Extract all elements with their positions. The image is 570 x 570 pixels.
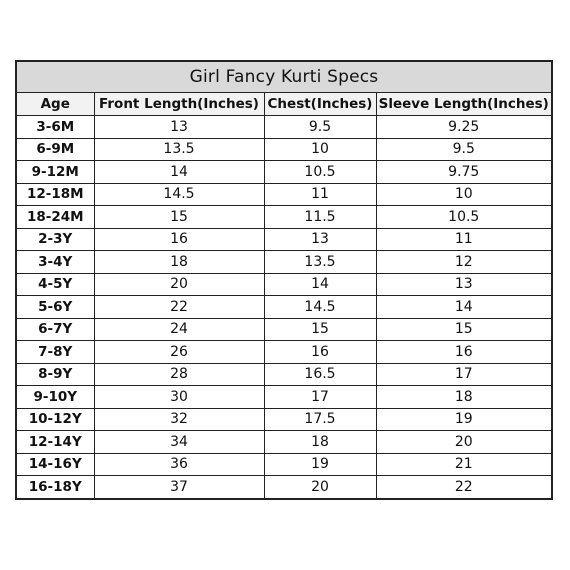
front-length-cell: 24	[94, 318, 264, 341]
sleeve-length-cell: 10	[376, 183, 552, 206]
column-header-sleeve-length: Sleeve Length(Inches)	[376, 93, 552, 116]
column-header-front-length: Front Length(Inches)	[94, 93, 264, 116]
sleeve-length-cell: 9.25	[376, 116, 552, 139]
table-row	[16, 161, 552, 184]
chest-cell: 17.5	[264, 408, 376, 431]
chest-cell: 20	[264, 476, 376, 499]
age-cell: 2-3Y	[16, 228, 94, 251]
chest-cell: 11	[264, 183, 376, 206]
age-cell: 3-4Y	[16, 251, 94, 274]
front-length-cell: 28	[94, 363, 264, 386]
chest-cell: 11.5	[264, 206, 376, 229]
sleeve-length-cell: 9.5	[376, 138, 552, 161]
table-row	[16, 386, 552, 409]
age-cell: 18-24M	[16, 206, 94, 229]
table-row	[16, 341, 552, 364]
chest-cell: 15	[264, 318, 376, 341]
front-length-cell: 13	[94, 116, 264, 139]
front-length-cell: 20	[94, 273, 264, 296]
chest-cell: 13	[264, 228, 376, 251]
chest-cell: 19	[264, 453, 376, 476]
sleeve-length-cell: 9.75	[376, 161, 552, 184]
front-length-cell: 14.5	[94, 183, 264, 206]
sleeve-length-cell: 10.5	[376, 206, 552, 229]
sleeve-length-cell: 14	[376, 296, 552, 319]
table-title: Girl Fancy Kurti Specs	[16, 61, 552, 93]
front-length-cell: 30	[94, 386, 264, 409]
table-row	[16, 363, 552, 386]
chest-cell: 17	[264, 386, 376, 409]
front-length-cell: 26	[94, 341, 264, 364]
chest-cell: 14	[264, 273, 376, 296]
table-row	[16, 453, 552, 476]
age-cell: 10-12Y	[16, 408, 94, 431]
front-length-cell: 15	[94, 206, 264, 229]
size-spec-table	[15, 60, 553, 500]
table-row	[16, 206, 552, 229]
front-length-cell: 36	[94, 453, 264, 476]
table-row	[16, 116, 552, 139]
age-cell: 5-6Y	[16, 296, 94, 319]
table-row	[16, 251, 552, 274]
sleeve-length-cell: 18	[376, 386, 552, 409]
header-row	[16, 93, 552, 116]
table-row	[16, 183, 552, 206]
age-cell: 6-7Y	[16, 318, 94, 341]
age-cell: 3-6M	[16, 116, 94, 139]
front-length-cell: 18	[94, 251, 264, 274]
table-row	[16, 228, 552, 251]
sleeve-length-cell: 20	[376, 431, 552, 454]
table-row	[16, 296, 552, 319]
front-length-cell: 13.5	[94, 138, 264, 161]
sleeve-length-cell: 12	[376, 251, 552, 274]
front-length-cell: 37	[94, 476, 264, 499]
chest-cell: 14.5	[264, 296, 376, 319]
table-row	[16, 476, 552, 499]
age-cell: 12-18M	[16, 183, 94, 206]
chest-cell: 10	[264, 138, 376, 161]
age-cell: 12-14Y	[16, 431, 94, 454]
chest-cell: 10.5	[264, 161, 376, 184]
age-cell: 8-9Y	[16, 363, 94, 386]
sleeve-length-cell: 13	[376, 273, 552, 296]
sleeve-length-cell: 15	[376, 318, 552, 341]
front-length-cell: 16	[94, 228, 264, 251]
sleeve-length-cell: 16	[376, 341, 552, 364]
age-cell: 9-10Y	[16, 386, 94, 409]
table-row	[16, 431, 552, 454]
chest-cell: 16.5	[264, 363, 376, 386]
column-header-chest: Chest(Inches)	[264, 93, 376, 116]
sleeve-length-cell: 11	[376, 228, 552, 251]
age-cell: 9-12M	[16, 161, 94, 184]
sleeve-length-cell: 22	[376, 476, 552, 499]
chest-cell: 13.5	[264, 251, 376, 274]
sleeve-length-cell: 21	[376, 453, 552, 476]
table-body	[16, 116, 552, 499]
sleeve-length-cell: 17	[376, 363, 552, 386]
front-length-cell: 22	[94, 296, 264, 319]
chest-cell: 16	[264, 341, 376, 364]
age-cell: 6-9M	[16, 138, 94, 161]
table-row	[16, 273, 552, 296]
age-cell: 14-16Y	[16, 453, 94, 476]
table-row	[16, 138, 552, 161]
front-length-cell: 34	[94, 431, 264, 454]
age-cell: 16-18Y	[16, 476, 94, 499]
chest-cell: 18	[264, 431, 376, 454]
table-row	[16, 408, 552, 431]
table-row	[16, 318, 552, 341]
front-length-cell: 14	[94, 161, 264, 184]
title-row	[16, 61, 552, 93]
sleeve-length-cell: 19	[376, 408, 552, 431]
age-cell: 7-8Y	[16, 341, 94, 364]
front-length-cell: 32	[94, 408, 264, 431]
chest-cell: 9.5	[264, 116, 376, 139]
column-header-age: Age	[16, 93, 94, 116]
age-cell: 4-5Y	[16, 273, 94, 296]
